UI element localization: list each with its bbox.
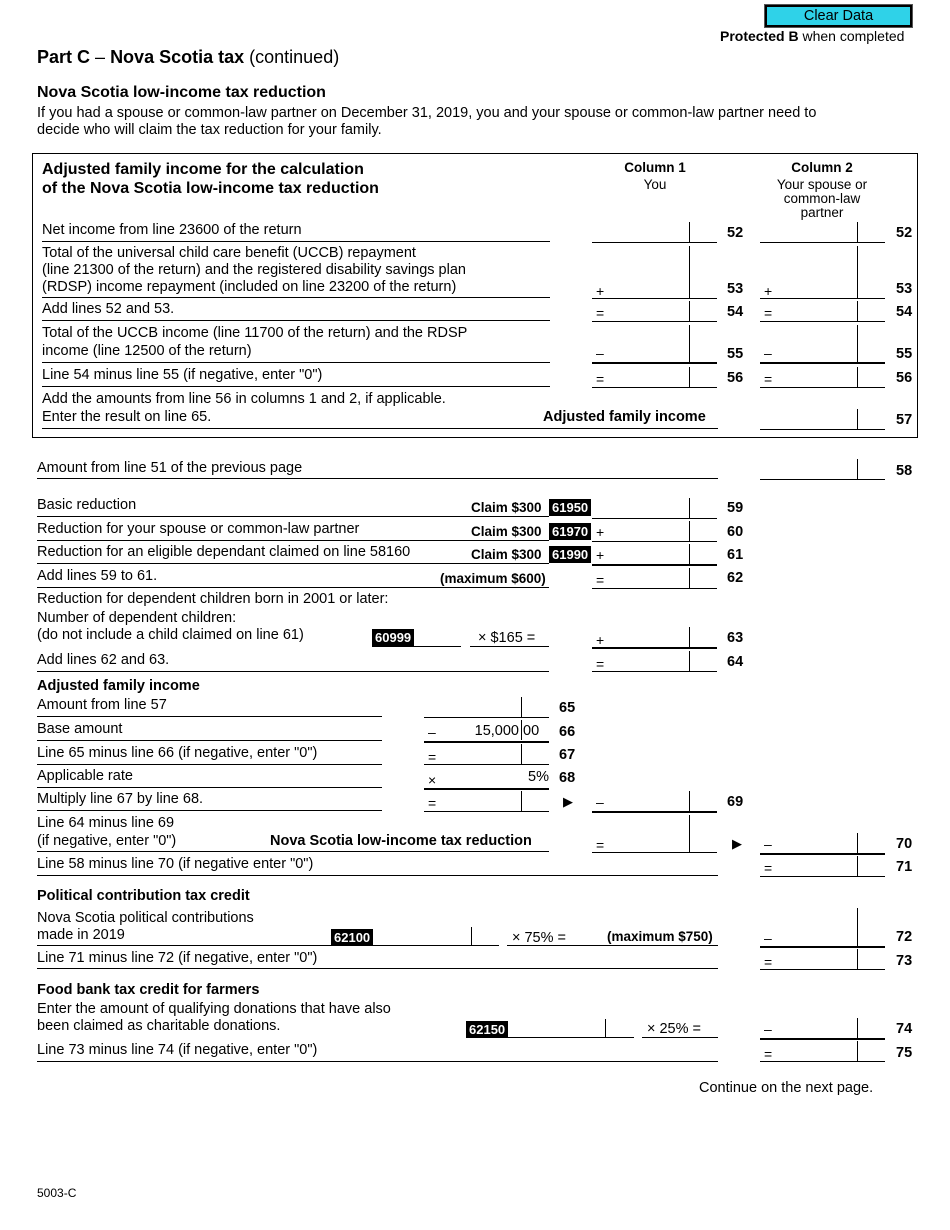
line-63-label-2: Number of dependent children: <box>37 610 237 626</box>
box-heading-2: of the Nova Scotia low-income tax reduction <box>42 180 379 197</box>
column-1-subtitle: You <box>643 177 667 192</box>
line-53-label-2: (line 21300 of the return) and the registered disability savings plan <box>42 262 466 278</box>
times-sign: × <box>428 772 437 788</box>
line-68-label: Applicable rate <box>37 768 133 784</box>
line-56-label: Line 54 minus line 55 (if negative, enter "0") <box>42 367 323 383</box>
line-number-55: 55 <box>727 346 744 362</box>
form-id: 5003-C <box>37 1186 77 1200</box>
minus-sign: – <box>764 930 772 946</box>
box-heading-1: Adjusted family income for the calculation <box>42 161 364 178</box>
equals-sign: = <box>764 954 773 970</box>
number-of-children-input[interactable] <box>414 626 462 648</box>
minus-sign: – <box>428 724 436 740</box>
line-62-label: Add lines 59 to 61. <box>37 568 158 584</box>
adjusted-family-income-heading: Adjusted family income <box>37 678 200 694</box>
line-58-label: Amount from line 51 of the previous page <box>37 460 303 476</box>
line-number-66: 66 <box>559 724 576 740</box>
line-number-52-col2: 52 <box>896 225 913 241</box>
line-number-71: 71 <box>896 859 913 875</box>
line-56-col2-input[interactable] <box>760 365 885 387</box>
line-69-label: Multiply line 67 by line 68. <box>37 791 204 807</box>
line-63-label-3: (do not include a child claimed on line 61) <box>37 627 304 643</box>
line-number-53: 53 <box>727 281 744 297</box>
plus-sign: + <box>596 632 605 648</box>
low-income-intro-2: decide who will claim the tax reduction for your family. <box>37 122 382 138</box>
claim-300-label: Claim $300 <box>471 524 542 539</box>
equals-sign: = <box>428 749 437 765</box>
when-completed-text: when completed <box>802 28 905 44</box>
code-61970: 61970 <box>549 523 591 540</box>
times-165-label: × $165 = <box>478 630 536 646</box>
line-number-62: 62 <box>727 570 744 586</box>
line-57-label-1: Add the amounts from line 56 in columns 1 and 2, if applicable. <box>42 391 446 407</box>
column-2-subtitle-3: partner <box>800 205 844 220</box>
line-53-col1-input[interactable] <box>592 276 717 298</box>
line-55-label-1: Total of the UCCB income (line 11700 of the return) and the RDSP <box>42 325 468 341</box>
minus-sign: – <box>764 836 772 852</box>
clear-data-button[interactable]: Clear Data <box>765 5 912 27</box>
line-70-label-1: Line 64 minus line 69 <box>37 815 175 831</box>
plus-sign: + <box>596 547 605 563</box>
line-57-adjusted-family-income: Adjusted family income <box>543 409 706 425</box>
line-63-input[interactable] <box>592 626 717 648</box>
column-2-subtitle-2: common-law <box>783 191 861 206</box>
equals-sign: = <box>764 305 773 321</box>
times-25-label: × 25% = <box>647 1021 702 1037</box>
line-60-label: Reduction for your spouse or common-law partner <box>37 521 360 537</box>
line-number-68: 68 <box>559 770 576 786</box>
line-number-64: 64 <box>727 654 744 670</box>
line-number-70: 70 <box>896 836 913 852</box>
line-number-52: 52 <box>727 225 744 241</box>
equals-sign: = <box>596 305 605 321</box>
line-60-input[interactable] <box>592 520 717 542</box>
line-number-54: 54 <box>727 304 744 320</box>
line-number-73: 73 <box>896 953 913 969</box>
code-60999: 60999 <box>372 629 414 646</box>
column-2-title: Column 2 <box>791 160 853 175</box>
line-number-54-col2: 54 <box>896 304 913 320</box>
line-number-58: 58 <box>896 463 913 479</box>
line-75-label: Line 73 minus line 74 (if negative, enter "0") <box>37 1042 318 1058</box>
line-59-input[interactable] <box>592 496 717 518</box>
line-72-input[interactable] <box>760 924 885 946</box>
line-67-input[interactable] <box>424 743 549 765</box>
line-54-col1-input[interactable] <box>592 299 717 321</box>
equals-sign: = <box>596 656 605 672</box>
food-bank-heading: Food bank tax credit for farmers <box>37 982 260 998</box>
equals-sign: = <box>428 795 437 811</box>
political-contribution-heading: Political contribution tax credit <box>37 888 250 904</box>
line-73-label: Line 71 minus line 72 (if negative, enter "0") <box>37 950 318 966</box>
line-number-67: 67 <box>559 747 576 763</box>
line-52-col1-input[interactable] <box>592 220 717 242</box>
line-72-label-2: made in 2019 <box>37 927 125 943</box>
arrow-icon: ▶ <box>732 836 742 851</box>
applicable-rate-value: 5% <box>528 769 549 785</box>
line-number-60: 60 <box>727 524 744 540</box>
equals-sign: = <box>764 860 773 876</box>
line-61-input[interactable] <box>592 543 717 565</box>
column-1-title: Column 1 <box>624 160 686 175</box>
line-number-63: 63 <box>727 630 744 646</box>
line-74-label-2: been claimed as charitable donations. <box>37 1018 281 1034</box>
line-58-input[interactable] <box>760 457 885 479</box>
political-contributions-input[interactable] <box>375 925 499 947</box>
code-62100: 62100 <box>331 929 373 946</box>
line-71-input[interactable] <box>760 855 885 877</box>
title-part: Part C <box>37 47 91 67</box>
arrow-icon: ▶ <box>563 794 573 809</box>
line-65-input[interactable] <box>424 696 549 718</box>
line-66-label: Base amount <box>37 721 123 737</box>
line-72-label-1: Nova Scotia political contributions <box>37 910 254 926</box>
line-65-label: Amount from line 57 <box>37 697 167 713</box>
line-number-57: 57 <box>896 412 913 428</box>
code-61950: 61950 <box>549 499 591 516</box>
line-number-72: 72 <box>896 929 913 945</box>
line-70-label-2: (if negative, enter "0") <box>37 833 177 849</box>
line-69-subtotal-input[interactable] <box>424 790 549 812</box>
line-75-input[interactable] <box>760 1040 885 1062</box>
line-number-59: 59 <box>727 500 744 516</box>
line-70-subtotal-input[interactable] <box>592 830 717 852</box>
line-55-label-2: income (line 12500 of the return) <box>42 343 252 359</box>
line-number-75: 75 <box>896 1045 913 1061</box>
line-61-label: Reduction for an eligible dependant claimed on line 58160 <box>37 544 411 560</box>
plus-sign: + <box>764 283 773 299</box>
line-52-label: Net income from line 23600 of the return <box>42 222 302 238</box>
equals-sign: = <box>764 371 773 387</box>
equals-sign: = <box>596 371 605 387</box>
line-73-input[interactable] <box>760 948 885 970</box>
nova-scotia-low-income-tax-reduction-label: Nova Scotia low-income tax reduction <box>270 833 532 849</box>
line-number-74: 74 <box>896 1021 913 1037</box>
line-59-label: Basic reduction <box>37 497 137 513</box>
code-62150: 62150 <box>466 1021 508 1038</box>
low-income-intro-1: If you had a spouse or common-law partner on December 31, 2019, you and your spouse or common-law partner need to <box>37 105 817 121</box>
line-56-col1-input[interactable] <box>592 365 717 387</box>
continue-next-page: Continue on the next page. <box>699 1080 874 1096</box>
line-57-label-2: Enter the result on line 65. <box>42 409 212 425</box>
line-number-69: 69 <box>727 794 744 810</box>
line-number-56-col2: 56 <box>896 370 913 386</box>
line-67-label: Line 65 minus line 66 (if negative, enter "0") <box>37 745 318 761</box>
line-57-input[interactable] <box>760 407 885 429</box>
low-income-heading: Nova Scotia low-income tax reduction <box>37 84 326 101</box>
line-69-input[interactable] <box>592 790 717 812</box>
line-64-input[interactable] <box>592 650 717 672</box>
column-2-subtitle-1: Your spouse or <box>776 177 868 192</box>
line-62-input[interactable] <box>592 567 717 589</box>
line-54-label: Add lines 52 and 53. <box>42 301 175 317</box>
line-number-55-col2: 55 <box>896 346 913 362</box>
base-amount-cents: 00 <box>523 723 540 739</box>
line-55-col2-input[interactable] <box>760 340 885 362</box>
line-74-input[interactable] <box>760 1016 885 1038</box>
claim-300-label: Claim $300 <box>471 500 542 515</box>
title-continued: (continued) <box>249 47 340 67</box>
minus-sign: – <box>764 345 772 361</box>
line-74-label-1: Enter the amount of qualifying donations that have also <box>37 1001 391 1017</box>
title-dash: – <box>95 47 106 67</box>
minus-sign: – <box>596 794 604 810</box>
line-53-label-1: Total of the universal child care benefit (UCCB) repayment <box>42 245 416 261</box>
line-number-53-col2: 53 <box>896 281 913 297</box>
protected-b-text: Protected B <box>720 28 799 44</box>
page-title <box>37 47 339 68</box>
line-71-label: Line 58 minus line 70 (if negative enter "0") <box>37 856 314 872</box>
title-name: Nova Scotia tax <box>110 47 245 67</box>
plus-sign: + <box>596 283 605 299</box>
line-63-label-1: Reduction for dependent children born in 2001 or later: <box>37 591 389 607</box>
protected-b-label <box>720 28 904 44</box>
claim-300-label: Claim $300 <box>471 547 542 562</box>
line-54-col2-input[interactable] <box>760 299 885 321</box>
maximum-600-label: (maximum $600) <box>440 571 546 586</box>
line-70-input[interactable] <box>760 831 885 853</box>
minus-sign: – <box>596 345 604 361</box>
code-61990: 61990 <box>549 546 591 563</box>
line-number-65: 65 <box>559 700 576 716</box>
equals-sign: = <box>596 837 605 853</box>
minus-sign: – <box>764 1021 772 1037</box>
line-55-col1-input[interactable] <box>592 340 717 362</box>
equals-sign: = <box>596 572 605 588</box>
line-53-col2-input[interactable] <box>760 276 885 298</box>
equals-sign: = <box>764 1046 773 1062</box>
line-53-label-3: (RDSP) income repayment (included on line 23200 of the return) <box>42 279 457 295</box>
line-52-col2-input[interactable] <box>760 220 885 242</box>
base-amount-dollars: 15,000 <box>474 723 519 739</box>
line-number-61: 61 <box>727 547 744 563</box>
line-64-label: Add lines 62 and 63. <box>37 652 170 668</box>
times-75-label: × 75% = <box>512 930 567 946</box>
plus-sign: + <box>596 524 605 540</box>
food-bank-donations-input[interactable] <box>510 1017 634 1039</box>
line-number-56: 56 <box>727 370 744 386</box>
maximum-750-label: (maximum $750) <box>607 929 713 944</box>
